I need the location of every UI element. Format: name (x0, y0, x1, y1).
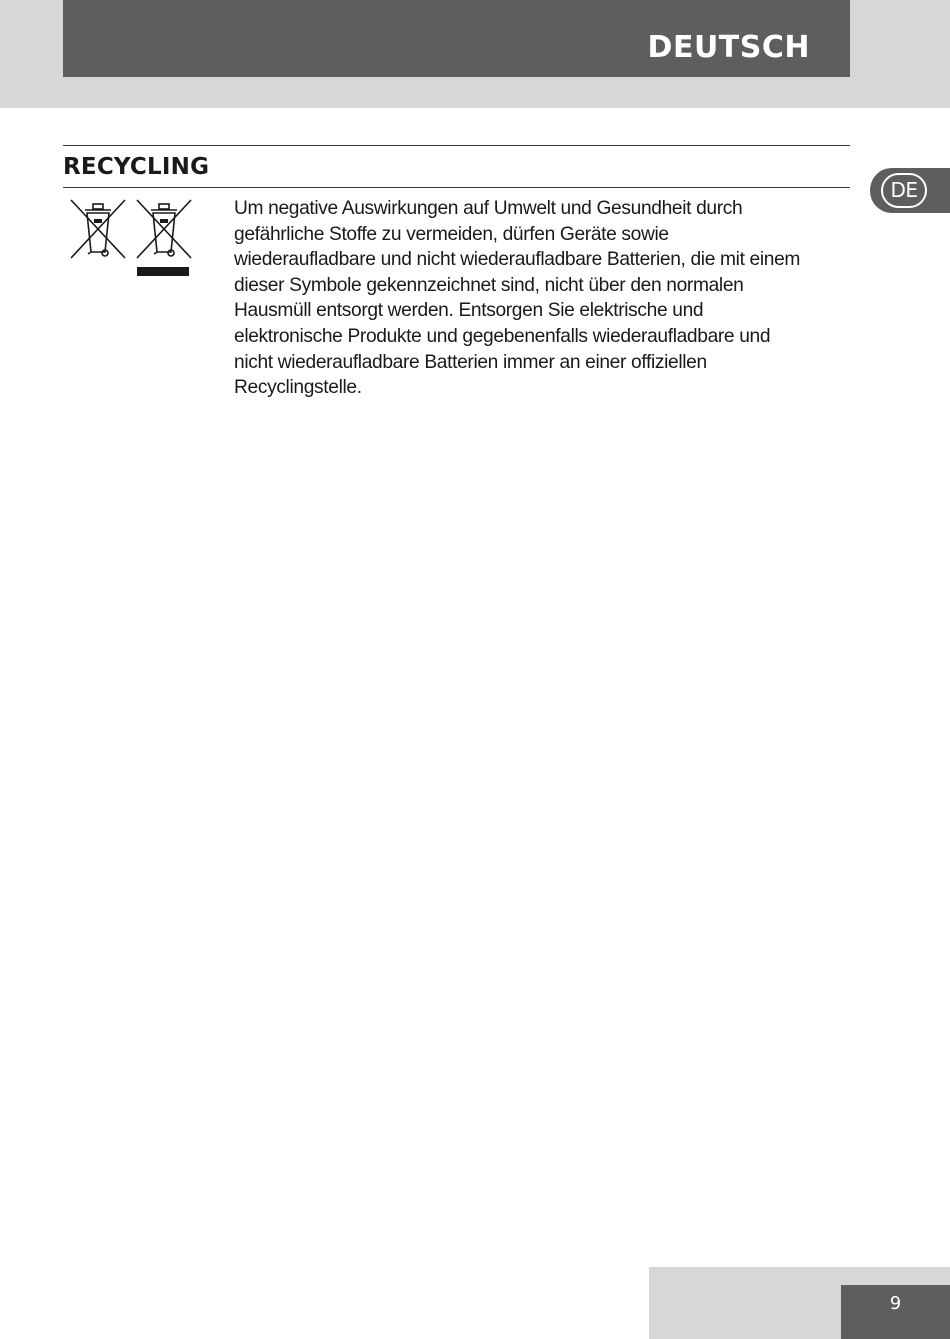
body-line: gefährliche Stoffe zu vermeiden, dürfen Geräte sowie (234, 223, 669, 245)
body-line: Recyclingstelle. (234, 377, 362, 399)
section-rule-bottom (63, 187, 850, 188)
body-line: nicht wiederaufladbare Batterien immer an einer offiziellen (234, 351, 707, 373)
body-line: wiederaufladbare und nicht wiederaufladbare Batterien, die mit einem (234, 249, 801, 271)
recycling-symbols (67, 196, 197, 280)
body-line: Hausmüll entsorgt werden. Entsorgen Sie elektrische und (234, 300, 704, 322)
body-line: elektronische Produkte und gegebenenfalls wiederaufladbare und (234, 325, 771, 347)
recycling-body-text (234, 196, 844, 401)
page-number: 9 (889, 1293, 902, 1314)
crossed-wheelie-bin-icon (67, 196, 129, 262)
section-heading: RECYCLING (63, 154, 210, 180)
body-line: dieser Symbole gekennzeichnet sind, nicht über den normalen (234, 274, 744, 296)
language-code-badge: DE (881, 173, 927, 208)
body-line: Um negative Auswirkungen auf Umwelt und Gesundheit durch (234, 198, 743, 219)
crossed-wheelie-bin-with-bar-icon (133, 196, 195, 280)
language-side-tab (870, 168, 950, 213)
language-header-bar (63, 0, 850, 77)
page-number-box (841, 1285, 950, 1339)
language-title: DEUTSCH (647, 30, 810, 65)
section-rule-top (63, 145, 850, 146)
